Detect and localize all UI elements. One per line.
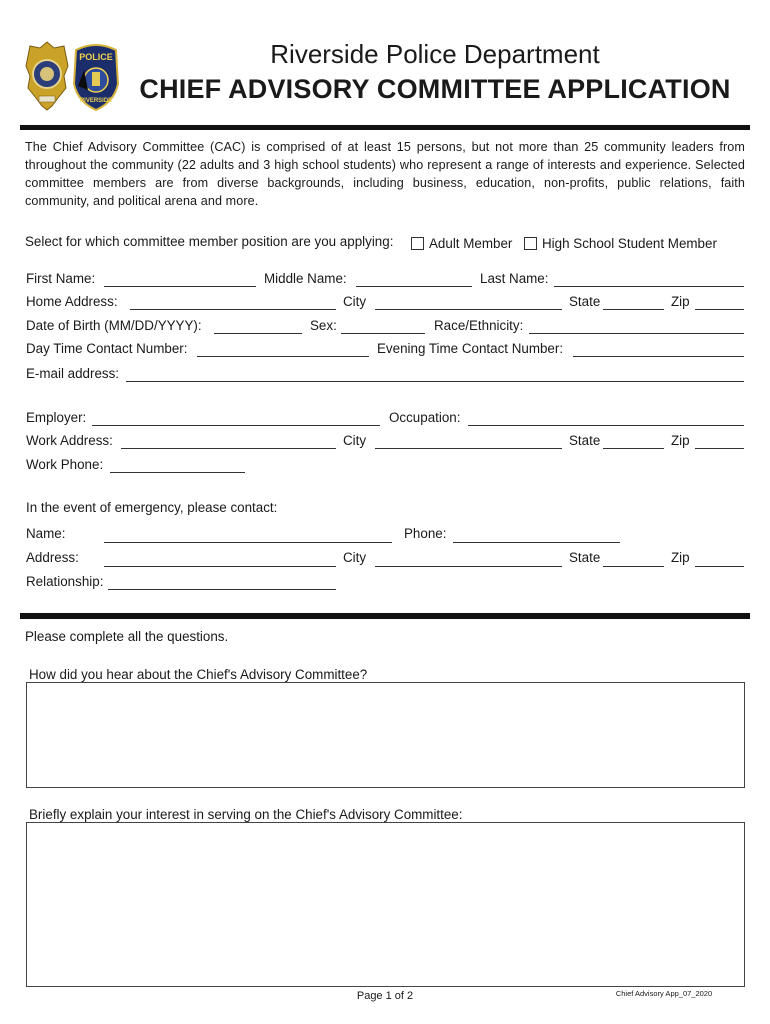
employer-field[interactable] [92, 425, 380, 426]
emergency-city-field[interactable] [375, 566, 562, 567]
work-address-label: Work Address: [26, 433, 113, 448]
home-address-label: Home Address: [26, 294, 118, 309]
emergency-address-label: Address: [26, 550, 79, 565]
police-badge-icon [24, 40, 70, 112]
home-zip-field[interactable] [695, 309, 744, 310]
adult-member-label: Adult Member [429, 236, 513, 251]
work-phone-field[interactable] [110, 472, 245, 473]
intro-paragraph: The Chief Advisory Committee (CAC) is comprised of at least 15 persons, but not more than 25 community leaders from throughout the community (22 adults and 3 high school students) who represent a range of interests and experience. Selected committee members are from diverse backgrounds, including business, education, non-profits, public relations, faith community, and political arena and more. [25, 140, 745, 208]
middle-name-label: Middle Name: [264, 271, 347, 286]
questions-instruction: Please complete all the questions. [25, 629, 229, 644]
form-identifier: Chief Advisory App_07_2020 [615, 989, 713, 998]
question-2-label: Briefly explain your interest in serving on the Chief's Advisory Committee: [29, 807, 463, 822]
emergency-address-field[interactable] [104, 566, 336, 567]
sex-field[interactable] [341, 333, 425, 334]
high-school-student-label: High School Student Member [542, 236, 717, 251]
middle-name-field[interactable] [356, 286, 472, 287]
work-city-label: City [343, 433, 367, 448]
emergency-phone-label: Phone: [404, 526, 447, 541]
employer-label: Employer: [26, 410, 87, 425]
work-zip-label: Zip [671, 433, 690, 448]
first-name-label: First Name: [26, 271, 96, 286]
emergency-name-field[interactable] [104, 542, 392, 543]
work-state-field[interactable] [603, 448, 664, 449]
email-field[interactable] [126, 381, 744, 382]
page-number: Page 1 of 2 [356, 990, 414, 1002]
svg-text:POLICE: POLICE [79, 52, 113, 62]
home-state-field[interactable] [603, 309, 664, 310]
adult-member-checkbox[interactable] [411, 237, 424, 250]
race-label: Race/Ethnicity: [434, 318, 524, 333]
occupation-field[interactable] [468, 425, 744, 426]
last-name-field[interactable] [554, 286, 744, 287]
home-state-label: State [569, 294, 601, 309]
emergency-zip-field[interactable] [695, 566, 744, 567]
emergency-state-label: State [569, 550, 601, 565]
position-prompt: Select for which committee member position are you applying: [25, 234, 394, 249]
evening-contact-field[interactable] [573, 356, 744, 357]
dob-field[interactable] [214, 333, 302, 334]
sex-label: Sex: [310, 318, 337, 333]
day-contact-label: Day Time Contact Number: [26, 341, 188, 356]
home-city-label: City [343, 294, 367, 309]
emergency-phone-field[interactable] [453, 542, 620, 543]
occupation-label: Occupation: [389, 410, 461, 425]
emergency-city-label: City [343, 550, 367, 565]
home-address-field[interactable] [130, 309, 336, 310]
work-city-field[interactable] [375, 448, 562, 449]
emergency-state-field[interactable] [603, 566, 664, 567]
section-divider [20, 613, 750, 619]
dob-label: Date of Birth (MM/DD/YYYY): [26, 318, 202, 333]
work-phone-label: Work Phone: [26, 457, 104, 472]
police-shoulder-patch-icon [70, 40, 122, 112]
form-title: CHIEF ADVISORY COMMITTEE APPLICATION [139, 74, 731, 104]
relationship-field[interactable] [108, 589, 336, 590]
home-city-field[interactable] [375, 309, 562, 310]
svg-text:RIVERSIDE: RIVERSIDE [79, 98, 113, 104]
evening-contact-label: Evening Time Contact Number: [377, 341, 564, 356]
relationship-label: Relationship: [26, 574, 104, 589]
emergency-heading: In the event of emergency, please contact: [26, 500, 278, 515]
emergency-zip-label: Zip [671, 550, 690, 565]
first-name-field[interactable] [104, 286, 256, 287]
day-contact-field[interactable] [197, 356, 369, 357]
work-address-field[interactable] [121, 448, 336, 449]
high-school-student-checkbox[interactable] [524, 237, 537, 250]
email-label: E-mail address: [26, 366, 120, 381]
question-1-label: How did you hear about the Chief's Advisory Committee? [29, 667, 368, 682]
last-name-label: Last Name: [480, 271, 549, 286]
emergency-name-label: Name: [26, 526, 66, 541]
department-name: Riverside Police Department [270, 39, 600, 69]
home-zip-label: Zip [671, 294, 690, 309]
race-field[interactable] [529, 333, 744, 334]
header-divider [20, 125, 750, 130]
question-1-answer-box[interactable] [26, 682, 745, 788]
question-2-answer-box[interactable] [26, 822, 745, 987]
work-zip-field[interactable] [695, 448, 744, 449]
work-state-label: State [569, 433, 601, 448]
